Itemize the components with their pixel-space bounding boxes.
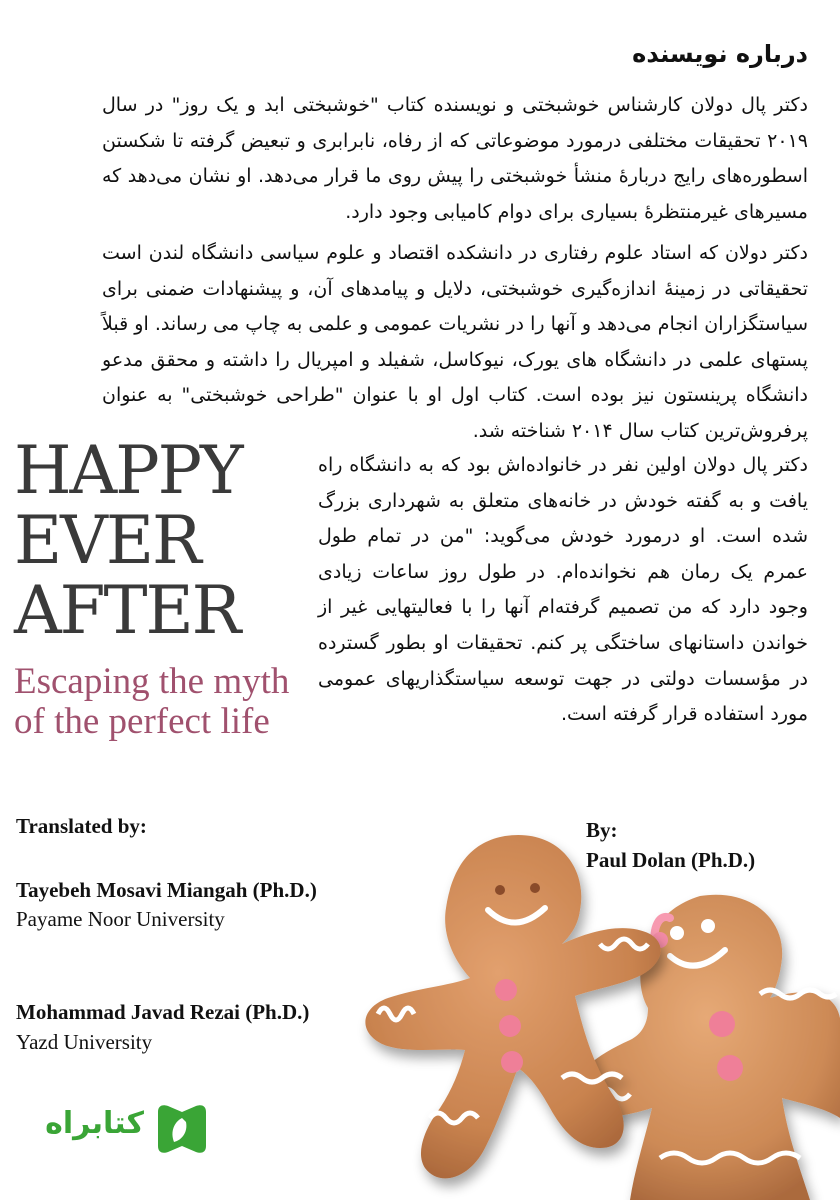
- about-paragraph-3: دکتر پال دولان اولین نفر در خانواده‌اش بود که به دانشگاه راه یافت و به گفته خودش در خانه‌های متعلق به شهرداری بزرگ شده است. او درمورد خودش می‌گوید: "من در تمام طول عمرم یک رمان هم نخوانده‌ام. در طول روز ساعات زیادی وجود دارد که من تصمیم گرفته‌ام آنها را با فعالیتهایی غیر از خواندن داستانهای ساختگی پر کنم. تحقیقات او بطور گسترده در مؤسسات دولتی در جهت توسعه سیاستگذاریهای عمومی مورد استفاده قرار گرفته است.: [318, 454, 808, 726]
- left-gingerbread-cookie: [365, 835, 660, 1178]
- cover-title: [14, 432, 314, 649]
- publisher-logo-text: کتابراه: [45, 1106, 144, 1141]
- cover-subtitle-line-1: Escaping the myth: [14, 661, 290, 702]
- book-leaf-icon: [152, 1098, 210, 1158]
- section-heading: درباره نویسنده: [632, 40, 808, 68]
- translator-2-name: Mohammad Javad Rezai (Ph.D.): [16, 1000, 310, 1024]
- publisher-logo: [40, 1096, 210, 1160]
- translator-1-name: Tayebeh Mosavi Miangah (Ph.D.): [16, 878, 317, 902]
- author-name: Paul Dolan (Ph.D.): [586, 848, 756, 872]
- cover-title-line-2: EVER: [14, 502, 200, 579]
- about-paragraph-2: دکتر دولان که استاد علوم رفتاری در دانشکده اقتصاد و علوم سیاسی دانشگاه لندن است تحقیقاتی در زمینهٔ اندازه‌گیری خوشبختی، دلایل و پیامدهای آن، و پیشنهادات ضمنی برای سیاستگزاران انجام می‌دهد و آنها را در نشریات عمومی و علمی به چاپ می رساند. او قبلاً پستهای علمی در دانشگاه های یورک، نیوکاسل، شفیلد و امپریال را داشته و محقق مدعو دانشگاه پرینستون نیز بوده است. کتاب اول او با عنوان "طراحی خوشبختی" به عنوان پرفروش‌ترین کتاب سال ۲۰۱۴ شناخته شد.: [102, 242, 808, 442]
- cover-title-line-1: HAPPY: [14, 432, 242, 509]
- about-paragraph-1: دکتر پال دولان کارشناس خوشبختی و نویسنده کتاب "خوشبختی ابد و یک روز" در سال ۲۰۱۹ تحقیقات مختلفی درمورد موضوعاتی که از رفاه، نابرابری و تبعیض گرفته تا شکستن اسطوره‌های رایج دربارهٔ منشأ خوشبختی را پیش روی ما قرار می‌دهد. او نشان می‌دهد که مسیرهای غیرمنتظرهٔ بسیاری برای دوام کامیابی وجود دارد.: [102, 94, 808, 223]
- cover-subtitle: [14, 662, 324, 742]
- translated-by-label: Translated by:: [16, 814, 147, 838]
- gingerbread-cookies-illustration: [330, 818, 840, 1200]
- translator-2-affiliation: Yazd University: [16, 1030, 153, 1054]
- translator-1-affiliation: Payame Noor University: [16, 907, 225, 931]
- cover-title-line-3: AFTER: [14, 572, 240, 649]
- cover-subtitle-line-2: of the perfect life: [14, 701, 270, 742]
- author-by-label: By:: [586, 818, 618, 842]
